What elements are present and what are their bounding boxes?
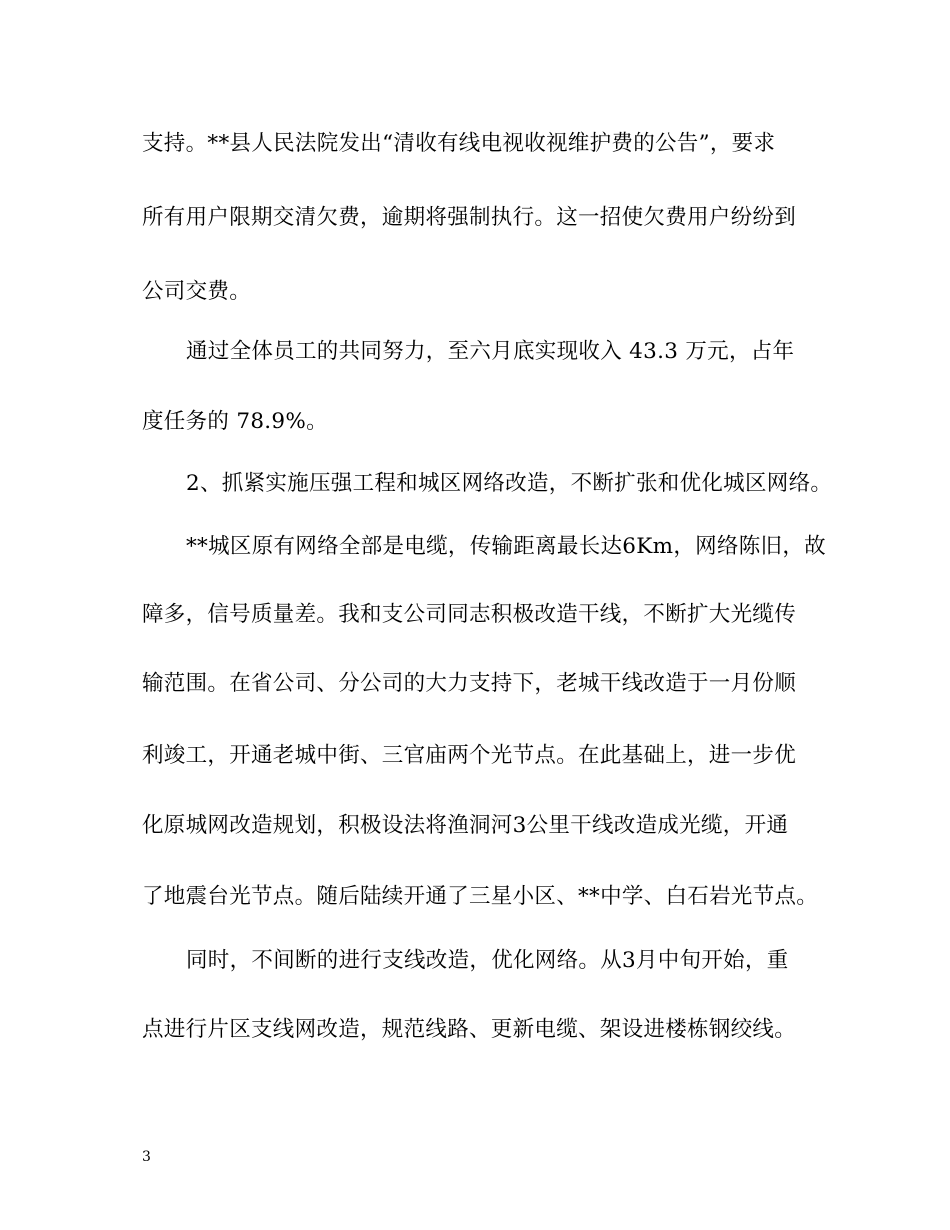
text-line: 同时，不间断的进行支线改造，优化网络。从3月中旬开始，重: [186, 948, 789, 973]
text-line: 支持。**县人民法院发出“清收有线电视收视维护费的公告”，要求: [142, 131, 776, 156]
text-line: 所有用户限期交清欠费，逾期将强制执行。这一招使欠费用户纷纷到: [142, 205, 797, 230]
text-line: 点进行片区支线网改造，规范线路、更新电缆、架设进楼栋钢绞线。: [142, 1017, 797, 1042]
text-line: 度任务的 78.9%。: [142, 409, 328, 434]
text-line: **城区原有网络全部是电缆，传输距离最长达6Km，网络陈旧，故: [186, 534, 826, 559]
text-line: 化原城网改造规划，积极设法将渔洞河3公里干线改造成光缆，开通: [142, 813, 789, 838]
text-line: 了地震台光节点。随后陆续开通了三星小区、**中学、白石岩光节点。: [142, 884, 819, 909]
text-line: 障多，信号质量差。我和支公司同志积极改造干线，不断扩大光缆传: [142, 602, 797, 627]
text-line: 通过全体员工的共同努力，至六月底实现收入 43.3 万元，占年: [186, 339, 795, 364]
text-line: 公司交费。: [142, 279, 252, 304]
text-line: 输范围。在省公司、分公司的大力支持下，老城干线改造于一月份顺: [142, 671, 797, 696]
text-line: 利竣工，开通老城中街、三官庙两个光节点。在此基础上，进一步优: [142, 743, 797, 768]
page-number: 3: [142, 1149, 151, 1165]
text-line: 2、抓紧实施压强工程和城区网络改造，不断扩张和优化城区网络。: [186, 471, 833, 496]
